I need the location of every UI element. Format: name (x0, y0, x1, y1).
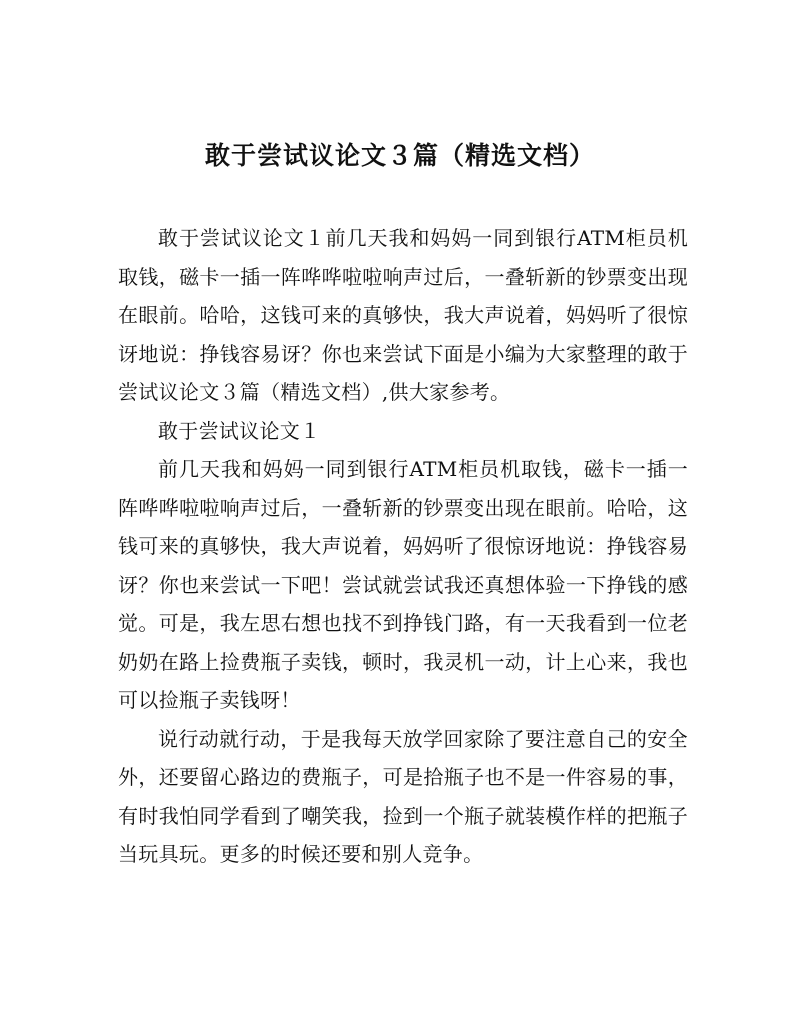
document-body (118, 219, 688, 874)
paragraph-intro: 敢于尝试议论文１前几天我和妈妈一同到银行ATM柜员机取钱，磁卡一插一阵哗哗啦啦响声过后，一叠斩新的钞票变出现在眼前。哈哈，这钱可来的真够快，我大声说着，妈妈听了很惊讶地说：挣钱容易讶？你也来尝试下面是小编为大家整理的敢于尝试议论文３篇（精选文档）,供大家参考。 (118, 226, 688, 404)
paragraph-heading: 敢于尝试议论文１ (158, 418, 321, 443)
paragraph-story: 前几天我和妈妈一同到银行ATM柜员机取钱，磁卡一插一阵哗哗啦啦响声过后，一叠斩新的钞票变出现在眼前。哈哈，这钱可来的真够快，我大声说着，妈妈听了很惊讶地说：挣钱容易讶？你也来尝试一下吧！尝试就尝试我还真想体验一下挣钱的感觉。可是，我左思右想也找不到挣钱门路，有一天我看到一位老奶奶在路上捡费瓶子卖钱，顿时，我灵机一动，计上心来，我也可以捡瓶子卖钱呀！ (118, 457, 688, 712)
paragraph-action: 说行动就行动，于是我每天放学回家除了要注意自己的安全外，还要留心路边的费瓶子，可是拾瓶子也不是一件容易的事，有时我怕同学看到了嘲笑我，捡到一个瓶子就装模作样的把瓶子当玩具玩。更多的时候还要和别人竞争。 (118, 726, 688, 866)
document-title: 敢于尝试议论文３篇（精选文档） (204, 141, 595, 170)
